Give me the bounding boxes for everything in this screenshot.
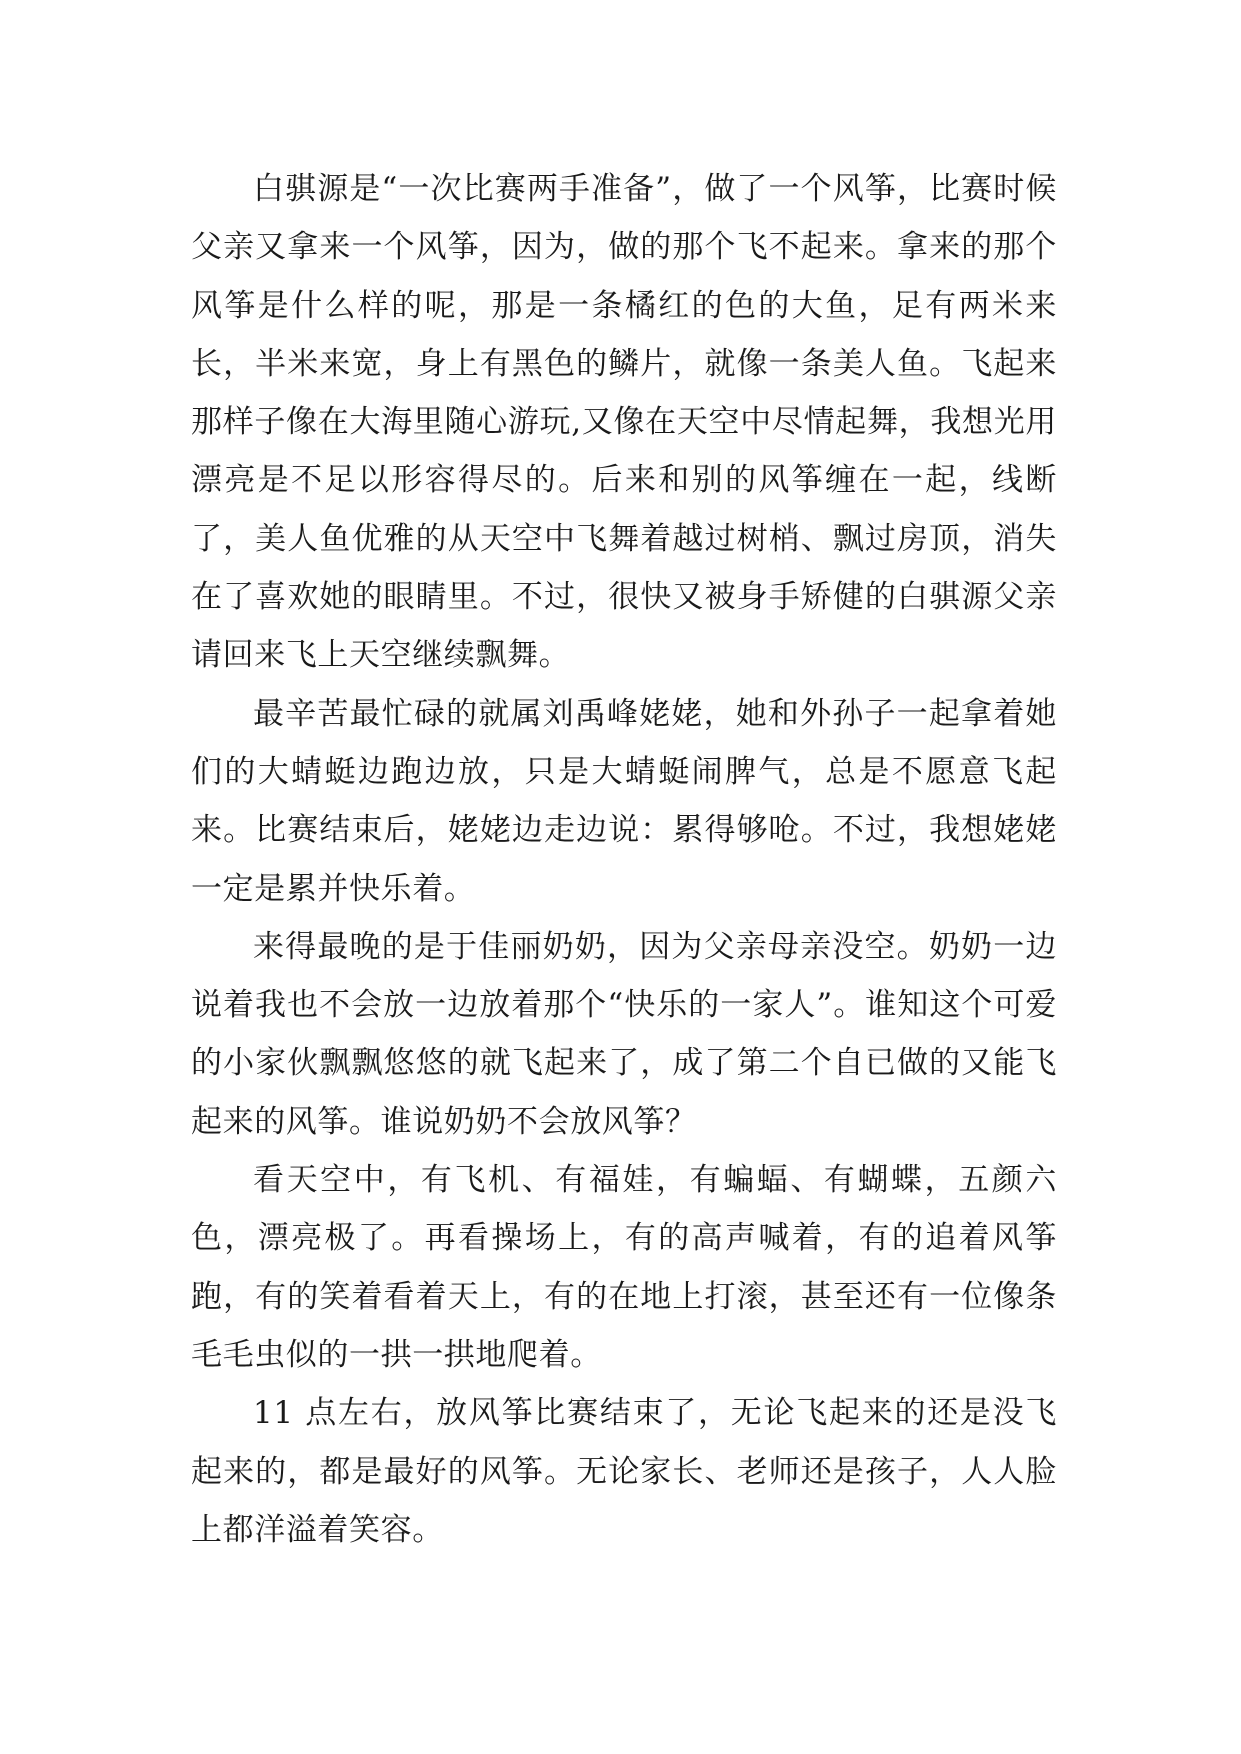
paragraph-bai-qiyuan-kite: 白骐源是“一次比赛两手准备”，做了一个风筝，比赛时候父亲又拿来一个风筝，因为，做的那个飞不起来。拿来的那个风筝是什么样的呢，那是一条橘红的色的大鱼，足有两米来长，半米来宽，身上有黑色的鳞片，就像一条美人鱼。飞起来那样子像在大海里随心游玩,又像在天空中尽情起舞，我想光用漂亮是不足以形容得尽的。后来和别的风筝缠在一起，线断了，美人鱼优雅的从天空中飞舞着越过树梢、飘过房顶，消失在了喜欢她的眼睛里。不过，很快又被身手矫健的白骐源父亲请回来飞上天空继续飘舞。 bbox=[191, 171, 1057, 674]
paragraph-yu-jiali-grandma: 来得最晚的是于佳丽奶奶，因为父亲母亲没空。奶奶一边说着我也不会放一边放着那个“快乐的一家人”。谁知这个可爱的小家伙飘飘悠悠的就飞起来了，成了第二个自已做的又能飞起来的风筝。谁说奶奶不会放风筝？ bbox=[191, 928, 1057, 1140]
paragraph-sky-and-playground: 看天空中，有飞机、有福娃，有蝙蝠、有蝴蝶，五颜六色，漂亮极了。再看操场上，有的高声喊着，有的追着风筝跑，有的笑着看着天上，有的在地上打滚，甚至还有一位像条毛毛虫似的一拱一拱地爬着。 bbox=[191, 1162, 1057, 1373]
paragraph-competition-end: 11 点左右，放风筝比赛结束了，无论飞起来的还是没飞起来的，都是最好的风筝。无论家长、老师还是孩子，人人脸上都洋溢着笑容。 bbox=[191, 1395, 1057, 1548]
paragraph-liu-yufeng-grandma: 最辛苦最忙碌的就属刘禹峰姥姥，她和外孙子一起拿着她们的大蜻蜓边跑边放，只是大蜻蜓闹脾气，总是不愿意飞起来。比赛结束后，姥姥边走边说：累得够呛。不过，我想姥姥一定是累并快乐着。 bbox=[191, 695, 1057, 907]
article-body bbox=[191, 160, 1057, 1559]
